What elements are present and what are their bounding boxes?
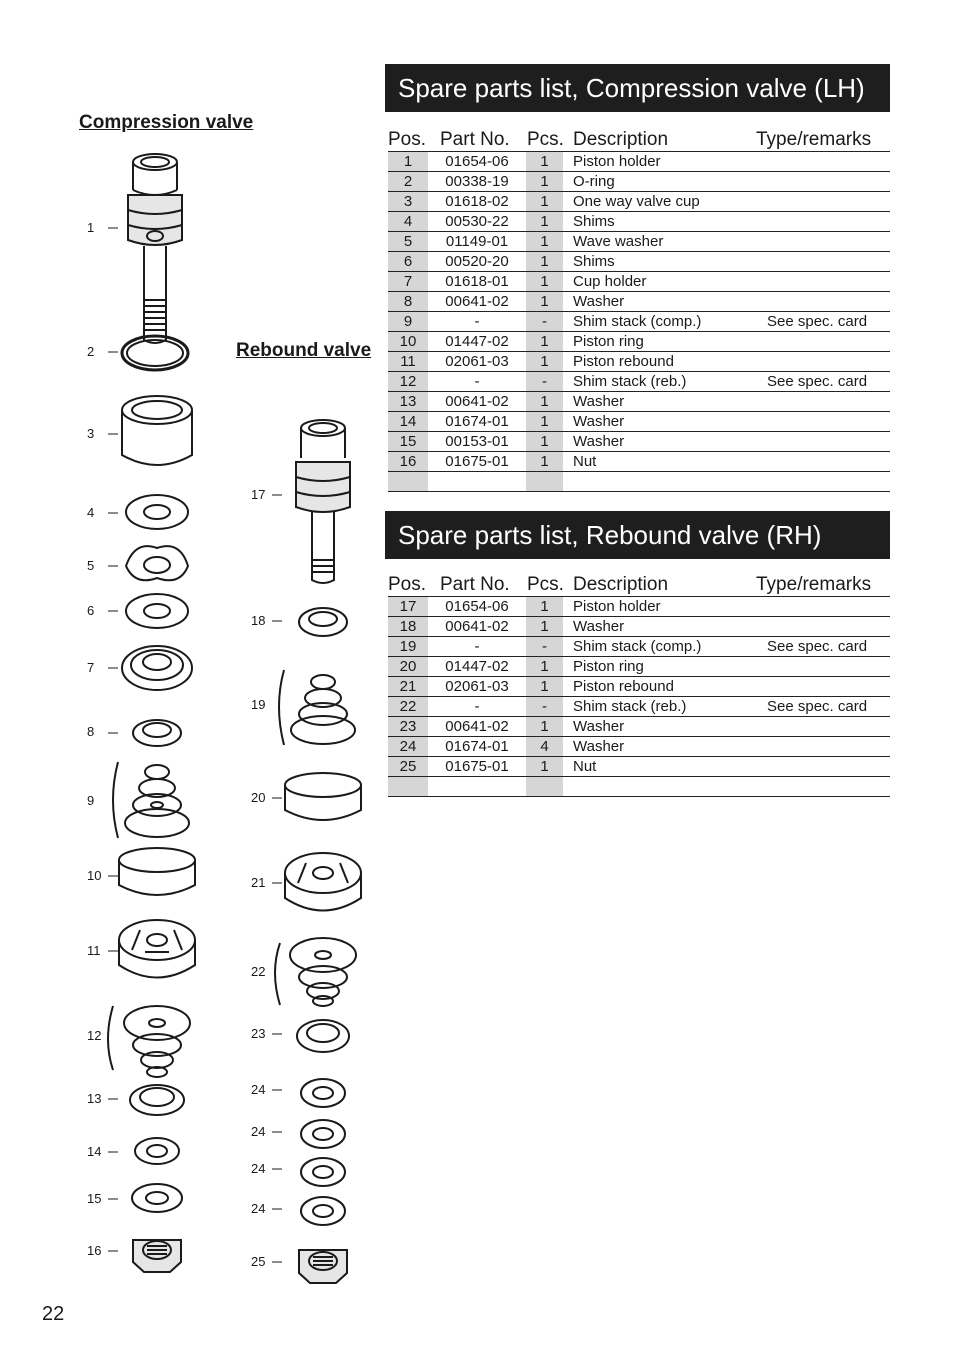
cell-pos: 1 xyxy=(388,152,428,171)
cell-pos: 14 xyxy=(388,412,428,431)
cell-description: Piston rebound xyxy=(573,353,674,370)
cell-pcs: 1 xyxy=(526,232,563,251)
table-row xyxy=(388,697,890,717)
exploded-parts-diagram xyxy=(0,0,384,1300)
cell-description: Washer xyxy=(573,738,625,755)
cell-part-no: 00641-02 xyxy=(445,293,509,310)
label-19: 19 xyxy=(251,697,266,712)
cell-pos: 12 xyxy=(388,372,428,391)
label-20: 20 xyxy=(251,790,266,805)
table-row xyxy=(388,172,890,192)
cell-pcs: - xyxy=(526,697,563,716)
cell-pos: 10 xyxy=(388,332,428,351)
table-row xyxy=(388,232,890,252)
col-pos: Pos. xyxy=(388,129,427,150)
cell-part-no: 01618-02 xyxy=(445,193,509,210)
label-1: 1 xyxy=(87,220,95,235)
cell-pos: 13 xyxy=(388,392,428,411)
cell-pcs: 1 xyxy=(526,212,563,231)
cell-description: Shim stack (reb.) xyxy=(573,698,687,715)
cell-pcs: 1 xyxy=(526,292,563,311)
cell-pos: 2 xyxy=(388,172,428,191)
cell-description: Washer xyxy=(573,718,625,735)
part-1-piston-holder xyxy=(128,154,182,343)
cell-part-no: 00520-20 xyxy=(445,253,509,270)
table-row xyxy=(388,737,890,757)
cell-description: Washer xyxy=(573,413,625,430)
col-description: Description xyxy=(573,574,669,595)
cell-description: Washer xyxy=(573,393,625,410)
cell-pos: 23 xyxy=(388,717,428,736)
label-17: 17 xyxy=(251,487,266,502)
cell-pcs: 1 xyxy=(526,272,563,291)
table-row xyxy=(388,452,890,472)
cell-part-no: 01447-02 xyxy=(445,333,509,350)
label-22: 22 xyxy=(251,964,266,979)
cell-pos: 21 xyxy=(388,677,428,696)
cell-description: Washer xyxy=(573,433,625,450)
label-3: 3 xyxy=(87,426,95,441)
cell-description: Piston rebound xyxy=(573,678,674,695)
col-type-remarks: Type/remarks xyxy=(756,129,872,150)
cell-part-no: 01654-06 xyxy=(445,598,509,615)
cell-part-no: - xyxy=(474,698,480,715)
table-row xyxy=(388,597,890,617)
cell-pcs: 1 xyxy=(526,757,563,776)
cell-pcs: 1 xyxy=(526,332,563,351)
col-pos: Pos. xyxy=(388,574,427,595)
table-row xyxy=(388,252,890,272)
cell-pcs: - xyxy=(526,637,563,656)
table-header xyxy=(388,574,890,597)
cell-description: Shims xyxy=(573,213,615,230)
compression-valve-title: Compression valve xyxy=(79,112,254,133)
cell-part-no: 01674-01 xyxy=(445,738,509,755)
table-row xyxy=(388,372,890,392)
cell-type-remarks: See spec. card xyxy=(767,638,868,655)
rebound-valve-title: Rebound valve xyxy=(236,340,372,361)
label-25: 25 xyxy=(251,1254,266,1269)
label-4: 4 xyxy=(87,505,95,520)
cell-description: Nut xyxy=(573,758,597,775)
cell-pcs: - xyxy=(526,372,563,391)
cell-pcs xyxy=(526,777,563,796)
label-24d: 24 xyxy=(251,1201,266,1216)
cell-part-no: 01447-02 xyxy=(445,658,509,675)
cell-pos xyxy=(388,472,428,491)
table-row xyxy=(388,432,890,452)
label-23: 23 xyxy=(251,1026,266,1041)
cell-part-no: - xyxy=(474,373,480,390)
cell-description: Washer xyxy=(573,618,625,635)
label-6: 6 xyxy=(87,603,95,618)
cell-pcs: 1 xyxy=(526,172,563,191)
cell-pcs xyxy=(526,472,563,491)
cell-part-no: 01618-01 xyxy=(445,273,509,290)
cell-pcs: 4 xyxy=(526,737,563,756)
cell-pos: 20 xyxy=(388,657,428,676)
rebound-table-heading: Spare parts list, Rebound valve (RH) xyxy=(385,511,890,559)
cell-pos: 18 xyxy=(388,617,428,636)
cell-part-no: 01674-01 xyxy=(445,413,509,430)
cell-part-no xyxy=(428,777,526,796)
table-row xyxy=(388,332,890,352)
table-row xyxy=(388,312,890,332)
cell-part-no: 00338-19 xyxy=(445,173,509,190)
cell-pcs: 1 xyxy=(526,152,563,171)
cell-part-no: 00641-02 xyxy=(445,718,509,735)
table-row xyxy=(388,272,890,292)
cell-pcs: 1 xyxy=(526,392,563,411)
cell-pos xyxy=(388,777,428,796)
label-11: 11 xyxy=(87,943,101,958)
cell-pcs: 1 xyxy=(526,432,563,451)
col-pcs: Pcs. xyxy=(527,129,564,150)
cell-pos: 19 xyxy=(388,637,428,656)
table-header xyxy=(388,129,890,152)
label-8: 8 xyxy=(87,724,95,739)
cell-description: Nut xyxy=(573,453,597,470)
table-row xyxy=(388,717,890,737)
cell-pos: 6 xyxy=(388,252,428,271)
table-row xyxy=(388,212,890,232)
cell-description: Shim stack (comp.) xyxy=(573,313,702,330)
col-pcs: Pcs. xyxy=(527,574,564,595)
cell-part-no: - xyxy=(474,638,480,655)
cell-description: Wave washer xyxy=(573,233,664,250)
cell-pcs: 1 xyxy=(526,252,563,271)
table-row xyxy=(388,677,890,697)
label-24c: 24 xyxy=(251,1161,266,1176)
cell-part-no: 00530-22 xyxy=(445,213,509,230)
cell-part-no xyxy=(428,472,526,491)
cell-pos: 7 xyxy=(388,272,428,291)
label-21: 21 xyxy=(251,875,266,890)
table-row xyxy=(388,617,890,637)
cell-pcs: 1 xyxy=(526,597,563,616)
cell-pcs: 1 xyxy=(526,617,563,636)
cell-pcs: 1 xyxy=(526,412,563,431)
label-18: 18 xyxy=(251,613,266,628)
label-24b: 24 xyxy=(251,1124,266,1139)
cell-part-no: 01675-01 xyxy=(445,453,509,470)
cell-type-remarks: See spec. card xyxy=(767,698,868,715)
cell-pos: 9 xyxy=(388,312,428,331)
label-12: 12 xyxy=(87,1028,102,1043)
col-description: Description xyxy=(573,129,669,150)
cell-part-no: 00153-01 xyxy=(445,433,509,450)
table-row xyxy=(388,292,890,312)
label-2: 2 xyxy=(87,344,95,359)
label-5: 5 xyxy=(87,558,95,573)
cell-description: Shim stack (comp.) xyxy=(573,638,702,655)
compression-parts-table xyxy=(388,129,890,492)
cell-part-no: 02061-03 xyxy=(445,353,509,370)
label-14: 14 xyxy=(87,1144,102,1159)
cell-description: Shim stack (reb.) xyxy=(573,373,687,390)
cell-pcs: 1 xyxy=(526,452,563,471)
table-row xyxy=(388,657,890,677)
cell-description: Piston holder xyxy=(573,153,661,170)
table-row xyxy=(388,412,890,432)
cell-part-no: 01149-01 xyxy=(445,233,509,250)
label-15: 15 xyxy=(87,1191,102,1206)
cell-description: One way valve cup xyxy=(573,193,700,210)
cell-description: Piston holder xyxy=(573,598,661,615)
page-number: 22 xyxy=(42,1303,65,1325)
cell-description: O-ring xyxy=(573,173,615,190)
cell-description: Cup holder xyxy=(573,273,647,290)
cell-pos: 22 xyxy=(388,697,428,716)
label-9: 9 xyxy=(87,793,95,808)
cell-pos: 4 xyxy=(388,212,428,231)
cell-part-no: 00641-02 xyxy=(445,618,509,635)
table-row xyxy=(388,757,890,777)
cell-pos: 8 xyxy=(388,292,428,311)
cell-pos: 25 xyxy=(388,757,428,776)
cell-part-no: 02061-03 xyxy=(445,678,509,695)
cell-pcs: - xyxy=(526,312,563,331)
cell-part-no: 00641-02 xyxy=(445,393,509,410)
table-row xyxy=(388,152,890,172)
label-13: 13 xyxy=(87,1091,102,1106)
table-row xyxy=(388,192,890,212)
cell-part-no: 01675-01 xyxy=(445,758,509,775)
cell-type-remarks: See spec. card xyxy=(767,373,868,390)
label-10: 10 xyxy=(87,868,102,883)
cell-pcs: 1 xyxy=(526,192,563,211)
cell-pos: 15 xyxy=(388,432,428,451)
cell-pos: 16 xyxy=(388,452,428,471)
col-type-remarks: Type/remarks xyxy=(756,574,872,595)
label-16: 16 xyxy=(87,1243,102,1258)
cell-pos: 11 xyxy=(388,352,428,371)
table-row xyxy=(388,777,890,797)
cell-type-remarks: See spec. card xyxy=(767,313,868,330)
cell-pcs: 1 xyxy=(526,677,563,696)
cell-pcs: 1 xyxy=(526,352,563,371)
label-24a: 24 xyxy=(251,1082,266,1097)
cell-description: Shims xyxy=(573,253,615,270)
cell-description: Piston ring xyxy=(573,333,644,350)
cell-pos: 3 xyxy=(388,192,428,211)
compression-table-heading: Spare parts list, Compression valve (LH) xyxy=(385,64,890,112)
cell-description: Washer xyxy=(573,293,625,310)
cell-pcs: 1 xyxy=(526,657,563,676)
col-part-no: Part No. xyxy=(440,574,510,595)
cell-description: Piston ring xyxy=(573,658,644,675)
label-7: 7 xyxy=(87,660,95,675)
cell-pcs: 1 xyxy=(526,717,563,736)
cell-pos: 5 xyxy=(388,232,428,251)
col-part-no: Part No. xyxy=(440,129,510,150)
cell-part-no: - xyxy=(474,313,480,330)
table-row xyxy=(388,472,890,492)
table-row xyxy=(388,392,890,412)
table-row xyxy=(388,352,890,372)
rebound-parts-table xyxy=(388,574,890,797)
cell-pos: 24 xyxy=(388,737,428,756)
cell-pos: 17 xyxy=(388,597,428,616)
cell-part-no: 01654-06 xyxy=(445,153,509,170)
table-row xyxy=(388,637,890,657)
